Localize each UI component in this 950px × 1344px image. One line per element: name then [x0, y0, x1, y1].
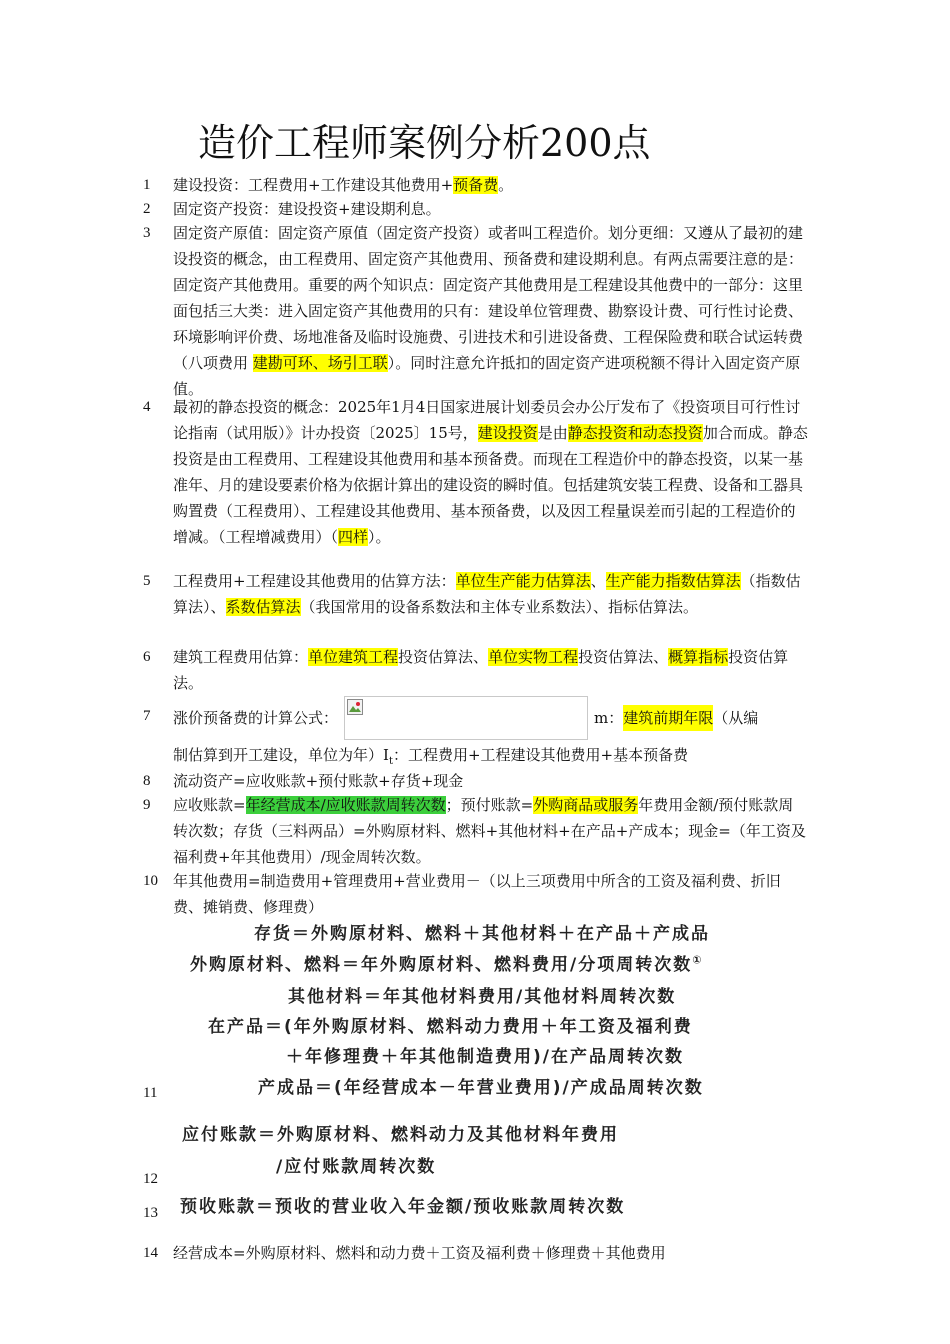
highlight: 年经营成本/应收账款周转次数	[245, 796, 446, 814]
item-number: 5	[143, 573, 151, 589]
text-run: 外购原材料、燃料＝年外购原材料、燃料费用/分项周转次数	[190, 955, 693, 975]
text-run: （从编	[713, 709, 759, 727]
text-run: 制估算到开工建设，单位为年）I	[173, 746, 389, 764]
formula-line: 在产品＝(年外购原材料、燃料动力费用＋年工资及福利费	[208, 1017, 693, 1037]
formula-line: /应付账款周转次数	[276, 1157, 437, 1177]
formula-line: 其他材料＝年其他材料费用/其他材料周转次数	[288, 987, 677, 1007]
text-run: 投资估算法、	[578, 648, 669, 666]
text-run: 最初的静态投资的概念：2025年1月4日国家进展计划委员会办公厅发布了《投资项目可行性讨论指南（试用版）》计办投资〔2025〕15号，	[173, 398, 801, 442]
item-text	[173, 792, 808, 870]
item-number: 7	[143, 708, 151, 724]
text-run: 年费用金额/预付账款周转次数；存货（三料两品）=外购原材料、燃料+其他材料+在产品+产成本；现金=（年工资及福利费+年其他费用）/现金周转次数。	[173, 796, 806, 866]
item-text	[173, 394, 808, 550]
footnote-mark: ①	[692, 953, 704, 967]
formula-line: 产成品＝(年经营成本－年营业费用)/产成品周转次数	[258, 1078, 704, 1098]
text-run: 投资估算法、	[398, 648, 489, 666]
item-number: 13	[143, 1205, 158, 1221]
item-number: 6	[143, 649, 151, 665]
item-number: 3	[143, 225, 151, 241]
item-number: 8	[143, 773, 151, 789]
highlight: 四样	[338, 528, 369, 546]
formula-line	[173, 700, 808, 736]
formula-line: 应付账款＝外购原材料、燃料动力及其他材料年费用	[182, 1125, 619, 1145]
text-run: 建筑工程费用估算：	[173, 648, 309, 666]
text-run: 应收账款=	[173, 796, 246, 814]
text-run: （指数估算法）、	[173, 572, 801, 616]
item-number: 9	[143, 797, 151, 813]
highlight: 单位实物工程	[488, 648, 579, 666]
text-run: 工程费用+工程建设其他费用的估算方法：	[173, 572, 456, 590]
highlight: 预备费	[453, 176, 499, 194]
formula-image	[344, 696, 588, 740]
text-run: ）。	[368, 528, 391, 546]
doc-title: 造价工程师案例分析200点	[198, 121, 651, 165]
text-run: （我国常用的设备系数法和主体专业系数法）、指标估算法。	[300, 598, 699, 616]
item-number: 14	[143, 1245, 158, 1261]
item-number: 4	[143, 399, 151, 415]
item-text	[173, 172, 808, 198]
item-text: 固定资产投资：建设投资+建设期利息。	[173, 200, 441, 218]
subscript: t	[388, 756, 393, 767]
item-text: 年其他费用=制造费用+管理费用+营业费用－（以上三项费用中所含的工资及福利费、折旧费、摊销费、修理费）	[173, 872, 781, 916]
text-run: m：	[594, 709, 624, 727]
highlight: 建筑前期年限	[623, 705, 713, 731]
item-number: 1	[143, 177, 151, 193]
text-run: 固定资产原值：固定资产原值（固定资产投资）或者叫工程造价。划分更细：又遵从了最初的建设投资的概念，由工程费用、固定资产其他费用、预备费和建设期利息。有两点需要注意的是：固定资产其他费用。重要的两个知识点：固定资产其他费用是工程建设其他费中的一部分：这里面包括三大类：进入固定资产其他费用的只有：建设单位管理费、勘察设计费、可行性讨论费、环境影响评价费、场地准备及临时设施费、引进技术和引进设备费、工程保险费和联合试运转费（八项费用	[173, 224, 804, 372]
text-run: 、	[590, 572, 606, 590]
item-text	[173, 220, 808, 402]
item-number: 12	[143, 1171, 158, 1187]
item-number: 10	[143, 873, 158, 889]
text-run: 。	[498, 176, 514, 194]
formula-line	[190, 950, 704, 975]
formula-line: ＋年修理费＋年其他制造费用)/在产品周转次数	[286, 1047, 684, 1067]
item-text	[173, 644, 808, 696]
formula-line: 预收账款＝预收的营业收入年金额/预收账款周转次数	[180, 1197, 626, 1217]
text-run: ）。同时注意允许抵扣的固定资产进项税额不得计入固定资产原值。	[173, 354, 801, 398]
text-run: 涨价预备费的计算公式：	[173, 709, 339, 727]
highlight: 外购商品或服务	[533, 796, 639, 814]
text-run: ；预付账款=	[445, 796, 534, 814]
formula-line: 存货＝外购原材料、燃料＋其他材料＋在产品＋产成品	[254, 924, 710, 944]
text-run: ：工程费用+工程建设其他费用+基本预备费	[392, 746, 689, 764]
text-run: 加合而成。静态投资是由工程费用、工程建设其他费用和基本预备费。而现在工程造价中的静态投资，以某一基准年、月的建设要素价格为依据计算出的建设资的瞬时值。包括建筑安装工程费、设备和工器具购置费（工程费用）、工程建设其他费用、基本预备费，以及因工程量误差而引起的工程造价的增减。（工程增减费用）（	[173, 424, 808, 546]
item-number: 11	[143, 1085, 158, 1101]
highlight: 生产能力指数估算法	[605, 572, 741, 590]
item-text: 经营成本=外购原材料、燃料和动力费＋工资及福利费＋修理费＋其他费用	[173, 1244, 666, 1262]
text-run: 建设投资：工程费用+工作建设其他费用+	[173, 176, 454, 194]
highlight: 建勘可环、场引工联	[252, 354, 388, 372]
item-text	[173, 568, 808, 620]
highlight: 静态投资和动态投资	[567, 424, 703, 442]
text-run: 投资估算法。	[173, 648, 789, 692]
item-text	[173, 700, 808, 775]
text-run: 是由	[537, 424, 568, 442]
item-number: 2	[143, 201, 151, 217]
item-text: 流动资产=应收账款+预付账款+存货+现金	[173, 772, 464, 790]
highlight: 单位建筑工程	[308, 648, 399, 666]
highlight: 概算指标	[668, 648, 729, 666]
highlight: 单位生产能力估算法	[455, 572, 591, 590]
highlight: 系数估算法	[225, 598, 301, 616]
highlight: 建设投资	[477, 424, 538, 442]
broken-image-icon	[347, 699, 363, 715]
